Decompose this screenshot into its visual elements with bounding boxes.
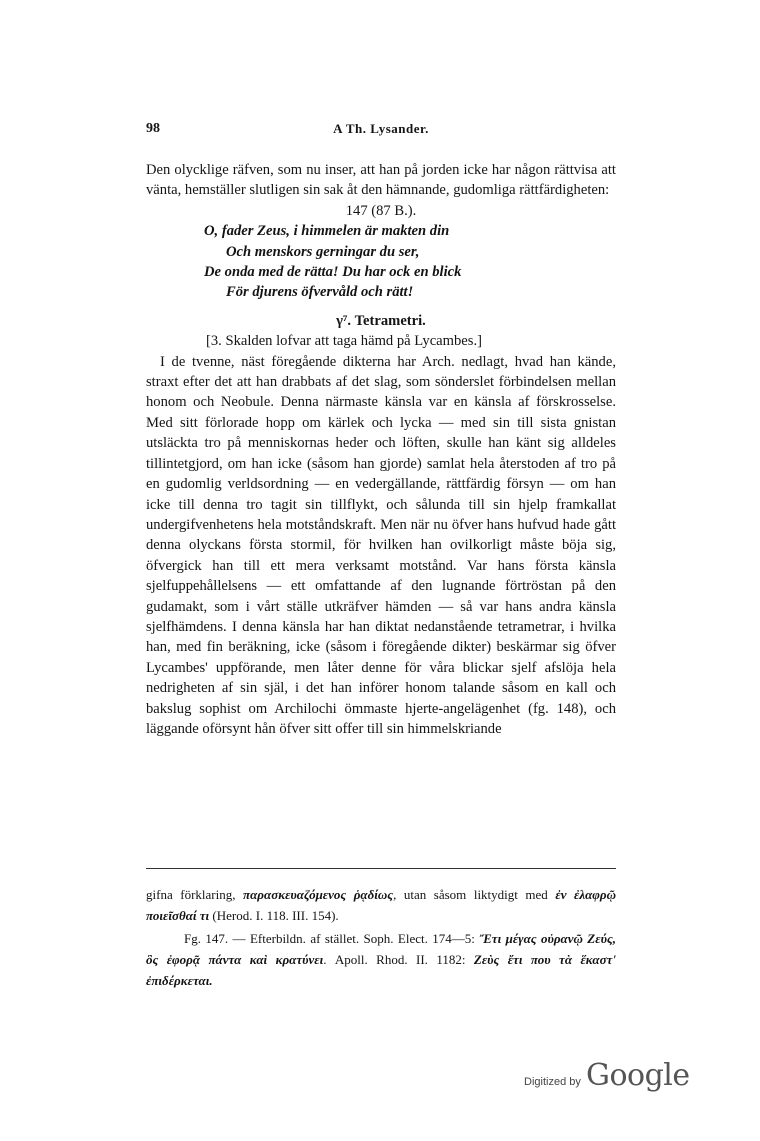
poem-line: O, fader Zeus, i himmelen är makten din [204, 223, 450, 240]
intro-paragraph: Den olycklige räfven, som nu inser, att han på jorden icke har någon rättvisa att vänta, hemställer slutligen sin sak åt den hämnande, gudomliga rättfärdigheten: [146, 162, 616, 199]
section-title: γ⁷. Tetrametri. [336, 312, 426, 329]
greek-text: Ἔτι μέγας οὐρανῷ Ζεύς, ὃς ἐφορᾷ πάντα καὶ κρατύνει [146, 931, 616, 967]
section-subtitle: [3. Skalden lofvar att taga hämd på Lycambes.] [206, 333, 482, 350]
running-head: A Th. Lysander. [333, 121, 429, 136]
greek-text: παρασκευαζόμενος ῥᾳδίως [243, 887, 394, 902]
poem-line: Och menskors gerningar du ser, [226, 243, 420, 260]
footnote-1: gifna förklaring, παρασκευαζόμενος ῥᾳδίως, utan såsom liktydigt med ἐν ἐλαφρῷ ποιεῖσθαί τι (Herod. I. 118. III. 154). [146, 887, 616, 923]
poem-line: För djurens öfvervåld och rätt! [226, 284, 414, 301]
google-logo: Google [586, 1058, 690, 1093]
digitized-by-label: Digitized by [524, 1076, 581, 1088]
footnotes [146, 884, 616, 991]
main-paragraph: I de tvenne, näst föregående dikterna har Arch. nedlagt, hvad han kände, straxt efter det att han drabbats af det slag, som sönderslet förbindelsen mellan honom och Neobule. Denna närmaste känsla var en känsla af förskrosselse. Med sitt förlorade hopp om kärlek och lycka — med sin till sista gnistan utsläckta tro på menniskornas heder och löften, skulle han känt sig alldeles tillintetgjord, om han icke (såsom han gjorde) samlat hela återstoden af tro på en gudomlig verldsordning — en vedergällande, rättfärdig försyn — om han icke till denna tro tagit sin tillflykt, och sålunda till sin hjelp framkallat undergifvenhetens hela motståndskraft. Men när nu öfver hans hufvud hade gått denna olyckans första stormil, för hvilken han ovilkorligt måste böja sig, öfvergick han till ett mera verksamt motstånd. Var hans första känsla sjelfuppehållelsens — ett omfattande af den lugnande förtröstan på den gudamakt, som i vårt ställe utkräfver hämden — så var hans andra känsla sjelfhämdens. I denna känsla har han diktat nedanstående tetrametrar, i hvilka han, med fin beräkning, icke (såsom i föregående dikter) beskärmar sig öfver Lycambes' uppförande, men låter denne för våra blickar sjelf afslöja hela nedrigheten af sin själ, i det han införer honom talande såsom en kall och bakslug sophist om Archilochi ömmaste hjerte-angelägenhet (fg. 148), och läggande oförsynt hån öfver sitt offer till sin himmelskriande [146, 353, 616, 737]
poem [146, 221, 616, 303]
fragment-reference: 147 (87 B.). [345, 202, 417, 219]
poem-line: De onda med de rätta! Du har ock en blick [204, 264, 462, 281]
page-header [146, 121, 616, 143]
greek-text: ἐν ἐλαφρῷ ποιεῖσθαί τι [146, 887, 616, 923]
body-text [146, 160, 616, 739]
footnote-2: Fg. 147. — Efterbildn. af stället. Soph. Elect. 174—5: Ἔτι μέγας οὐρανῷ Ζεύς, ὃς ἐφορᾷ πάντα καὶ κρατύνει. Apoll. Rhod. II. 1182: Ζεὺς ἔτι που τὰ ἕκαστ' ἐπιδέρκεται. [146, 931, 616, 988]
footnote-divider [146, 868, 616, 869]
greek-text: Ζεὺς ἔτι που τὰ ἕκαστ' ἐπιδέρκεται. [146, 952, 616, 988]
page-number: 98 [146, 121, 160, 136]
